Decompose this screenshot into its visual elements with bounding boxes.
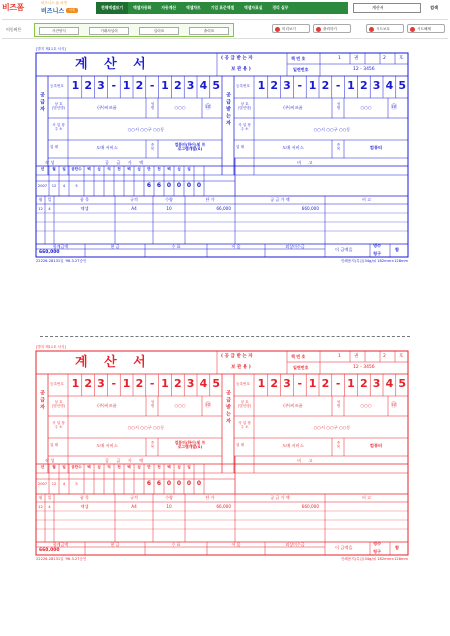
book-vol: 1 <box>338 56 341 61</box>
line-col-header: 품 목 <box>80 495 89 500</box>
name-label: 성 명 <box>150 400 155 409</box>
reg-digit: 1 <box>122 79 131 92</box>
amount-digit: 0 <box>196 182 202 189</box>
seal-icon: ㊞ <box>391 104 398 111</box>
amount-digit: 6 <box>156 480 162 487</box>
totals-col-header: 수 표 <box>171 244 181 249</box>
line-day: 4 <box>48 206 51 211</box>
amount-digit: 6 <box>156 182 162 189</box>
line-col-header: 규격 <box>130 495 138 500</box>
line-col-header: 비 고 <box>362 197 371 202</box>
date-day: 4 <box>62 482 66 486</box>
addr-value: ○○시 ○○구 ○○동 <box>127 425 165 430</box>
reg-digit: 3 <box>97 79 105 92</box>
book-no: 2 <box>383 354 386 359</box>
sheet-button-output[interactable]: 출력표 <box>189 27 229 35</box>
menu-item[interactable]: 기업 표준엑셀 <box>210 5 235 10</box>
reg-digit: 5 <box>398 79 407 92</box>
date-col-header: 월 <box>52 465 56 469</box>
amount-digit: 6 <box>146 480 152 487</box>
bizmarket-logo-sub: 비즈니스 폼 마켓 <box>41 1 67 5</box>
totals-col-header: 합계금액 <box>52 542 69 547</box>
date-col-header: 일 <box>62 167 66 171</box>
date-col-header: 년 <box>40 167 45 171</box>
name-label: 성 명 <box>336 102 341 111</box>
seal-icon: ㊞ <box>205 104 212 111</box>
reg-digit: 2 <box>135 377 144 390</box>
amount-header: 공 급 가 액 <box>105 458 147 463</box>
reg-digit: 2 <box>321 79 330 92</box>
serial-value: 12 - 3456 <box>353 365 375 370</box>
menu-item[interactable]: 엑셀차트 <box>186 5 201 10</box>
total-value: 660,000 <box>39 548 60 553</box>
book-no-unit: 호 <box>399 354 404 359</box>
bizmarket-logo[interactable] <box>41 1 77 15</box>
digit-col-header: 만 <box>147 167 151 171</box>
reg-digit: - <box>297 79 303 92</box>
line-col-header: 규격 <box>130 197 138 202</box>
biztype-label: 업 태 <box>236 145 245 149</box>
reg-digit: 3 <box>372 79 381 92</box>
item-label: 종 목 <box>150 441 155 450</box>
search-input[interactable]: 계산서 <box>353 3 421 13</box>
digit-col-header: 십 <box>137 465 141 469</box>
amount-digit: 0 <box>176 480 182 487</box>
reg-digit: 2 <box>321 377 330 390</box>
line-col-header: 공 급 가 액 <box>270 197 290 202</box>
menu-item[interactable]: 자동계산 <box>161 5 177 10</box>
digit-col-header: 십 <box>177 465 181 469</box>
digit-col-header: 천 <box>117 465 121 469</box>
receipt-suffix: 함 <box>395 247 400 252</box>
book-vol-unit: 권 <box>354 56 359 61</box>
digit-col-header: 천 <box>117 167 121 171</box>
role-keeper: 보 관 용 ) <box>231 365 251 370</box>
sheet-button-template[interactable]: 사전양식 <box>39 27 79 35</box>
line-price: 66,000 <box>216 504 231 509</box>
receipt-prefix: 이 금액을 <box>335 247 353 252</box>
search-button[interactable]: 검색 <box>423 3 445 13</box>
line-item: 엑셀 <box>80 206 89 211</box>
line-spec: A4 <box>131 206 137 211</box>
reg-digit: 1 <box>257 79 266 92</box>
reg-label: 등록번호 <box>236 382 250 386</box>
reg-digit: - <box>297 377 303 390</box>
reg-digit: 3 <box>283 377 291 390</box>
reg-digit: 1 <box>308 377 317 390</box>
digit-col-header: 십 <box>97 465 101 469</box>
reg-digit: - <box>149 79 155 92</box>
receiver-side-label: 공급받는자 <box>225 92 231 127</box>
biztype-value: 도매 서비스 <box>282 443 304 448</box>
toolbar <box>2 19 448 39</box>
footer-paper: 인쇄용지(특급)34g/㎡ 182mm×128mm <box>340 557 408 561</box>
digit-col-header: 백 <box>87 465 91 469</box>
line-price: 66,000 <box>216 206 231 211</box>
sheet-nav-group <box>34 23 234 37</box>
book-vol-unit: 권 <box>354 354 359 359</box>
remark-header: 비 고 <box>297 458 316 463</box>
line-month: 12 <box>38 206 43 211</box>
print-button[interactable] <box>313 24 351 33</box>
invoice-form-red <box>35 346 410 570</box>
totals-col-header: 어 음 <box>231 244 241 249</box>
reg-digit: 1 <box>347 79 355 92</box>
addr-label: 사 업 장 주 소 <box>238 123 251 132</box>
item-label: 종 목 <box>336 441 341 450</box>
biztype-value: 도매 서비스 <box>282 145 304 150</box>
item-value: 컴퓨터(하이)및 프 로그램개발(S) <box>174 142 206 152</box>
date-month: 12 <box>51 184 57 188</box>
line-spec: A4 <box>131 504 137 509</box>
reg-digit: 5 <box>212 79 221 92</box>
line-col-header: 비 고 <box>362 495 371 500</box>
date-col-header: 년 <box>40 465 45 469</box>
reg-digit: 2 <box>173 377 182 390</box>
footer-approval: 22226-28131일 '96.3.27승인 <box>36 259 87 263</box>
company-label: 상 호 (법인명) <box>237 102 252 111</box>
addr-label: 사 업 장 주 소 <box>238 421 251 430</box>
reg-digit: 5 <box>398 377 407 390</box>
reg-digit: 2 <box>359 79 368 92</box>
protect-label: 시트보호 <box>376 27 390 31</box>
reg-digit: 3 <box>97 377 105 390</box>
menu-item[interactable]: 전체엑셀보기 <box>96 2 128 14</box>
totals-col-header: 수 표 <box>171 542 181 547</box>
company-value: (주)비즈폼 <box>283 105 303 110</box>
addr-value: ○○시 ○○구 ○○동 <box>313 127 351 132</box>
date-header: 작 성 <box>45 160 55 165</box>
company-label: 상 호 (법인명) <box>51 102 66 111</box>
supplier-side-label: 공급자 <box>39 390 45 411</box>
reg-digit: 5 <box>212 377 221 390</box>
reg-digit: 1 <box>257 377 266 390</box>
role-supplier: ( 공 급 받 는 자 <box>221 56 253 61</box>
book-no-label: 책 번 호 <box>291 354 306 359</box>
reg-digit: 1 <box>347 377 355 390</box>
receipt-paid: 영수 <box>373 243 382 248</box>
amount-digit: 6 <box>146 182 152 189</box>
reg-digit: - <box>111 79 117 92</box>
name-label: 성 명 <box>150 102 155 111</box>
serial-label: 일련번호 <box>293 365 309 370</box>
name-value: ○○○ <box>174 105 186 110</box>
date-col-header: 공란수 <box>71 465 82 469</box>
reg-label: 등록번호 <box>50 84 64 88</box>
digit-col-header: 일 <box>187 167 191 171</box>
amount-digit: 0 <box>166 182 172 189</box>
addr-label: 사 업 장 주 소 <box>52 421 65 430</box>
reg-digit: 4 <box>385 377 394 390</box>
reg-digit: 1 <box>122 377 131 390</box>
seal-icon: ㊞ <box>391 402 398 409</box>
line-col-header: 품 목 <box>80 197 89 202</box>
receipt-paid: 영수 <box>373 541 382 546</box>
line-qty: 10 <box>166 206 172 211</box>
item-value: 컴퓨터 <box>369 443 383 448</box>
addr-value: ○○시 ○○구 ○○동 <box>313 425 351 430</box>
digit-col-header: 백 <box>167 465 171 469</box>
date-year: 2007 <box>37 184 48 188</box>
date-month: 12 <box>51 482 57 486</box>
reg-digit: 1 <box>161 79 169 92</box>
blank-count: 5 <box>75 184 78 188</box>
invoice-form-blue <box>35 48 410 272</box>
reg-digit: 3 <box>186 79 195 92</box>
digit-col-header: 십 <box>177 167 181 171</box>
reg-digit: 2 <box>84 79 93 92</box>
amount-digit: 0 <box>186 182 192 189</box>
amount-header: 공 급 가 액 <box>105 160 147 165</box>
remark-header: 비 고 <box>297 160 316 165</box>
date-col-header: 월 <box>52 167 56 171</box>
biztype-label: 업 태 <box>236 443 245 447</box>
unprotect-label: 시트해제 <box>417 27 431 31</box>
receipt-claim: 청구 <box>373 251 382 256</box>
reg-digit: 4 <box>385 79 394 92</box>
menu-item[interactable]: 엑셀자동화 <box>133 5 152 10</box>
receipt-prefix: 이 금액을 <box>335 545 353 550</box>
bizmarket-logo-main: 비즈니스 <box>41 8 65 15</box>
name-value: ○○○ <box>360 105 372 110</box>
digit-col-header: 억 <box>107 167 111 171</box>
move-buttons-label: 이동버튼 <box>6 27 22 32</box>
book-vol: 1 <box>338 354 341 359</box>
name-value: ○○○ <box>360 403 372 408</box>
reg-digit: 1 <box>308 79 317 92</box>
form-title: 계 산 서 <box>75 355 152 370</box>
item-value: 컴퓨터(하이)및 프 로그램개발(S) <box>174 440 206 450</box>
reg-digit: 1 <box>161 377 169 390</box>
digit-col-header: 천 <box>157 465 161 469</box>
name-label: 성 명 <box>336 400 341 409</box>
total-value: 660,000 <box>39 250 60 255</box>
biztype-label: 업 태 <box>50 443 59 447</box>
line-col-header: 단 가 <box>205 495 215 500</box>
digit-col-header: 일 <box>187 465 191 469</box>
digit-col-header: 백 <box>87 167 91 171</box>
biztype-value: 도매 서비스 <box>96 145 118 150</box>
site-header <box>0 0 450 17</box>
line-col-header: 월 <box>38 197 43 202</box>
amount-digit: 0 <box>166 480 172 487</box>
line-col-header: 단 가 <box>205 197 215 202</box>
reg-digit: 1 <box>71 377 80 390</box>
supplier-side-label: 공급자 <box>39 92 45 113</box>
footer-approval: 22226-28131일 '96.3.27승인 <box>36 557 87 561</box>
digit-col-header: 백 <box>167 167 171 171</box>
seal-icon: ㊞ <box>205 402 212 409</box>
totals-col-header: 합계금액 <box>52 244 69 249</box>
date-header: 작 성 <box>45 458 55 463</box>
totals-col-header: 현 금 <box>110 244 120 249</box>
digit-col-header: 백 <box>127 167 131 171</box>
receipt-claim: 청구 <box>373 549 382 554</box>
amount-digit: 0 <box>186 480 192 487</box>
role-supplier: ( 공 급 받 는 자 <box>221 354 253 359</box>
digit-col-header: 만 <box>147 465 151 469</box>
reg-digit: 4 <box>199 79 208 92</box>
bizform-logo[interactable]: 비즈폼 <box>2 3 24 12</box>
line-col-header: 공 급 가 액 <box>270 495 290 500</box>
date-col-header: 공란수 <box>71 167 82 171</box>
protect-sheet-button[interactable] <box>366 24 404 33</box>
line-qty: 10 <box>166 504 172 509</box>
print-icon <box>316 27 321 32</box>
reg-digit: 2 <box>359 377 368 390</box>
company-value: (주)비즈폼 <box>283 403 303 408</box>
main-menu <box>96 2 348 14</box>
company-value: (주)비즈폼 <box>97 105 117 110</box>
reg-digit: 2 <box>173 79 182 92</box>
serial-value: 12 - 3456 <box>353 67 375 72</box>
reg-digit: 2 <box>270 377 279 390</box>
line-amount: 660,000 <box>301 206 319 211</box>
line-month: 12 <box>38 504 43 509</box>
digit-col-header: 십 <box>137 167 141 171</box>
totals-col-header: 외상미수금 <box>285 542 305 547</box>
menu-item[interactable]: 엑셀자료실 <box>244 5 263 10</box>
line-day: 4 <box>48 504 51 509</box>
reg-digit: 3 <box>283 79 291 92</box>
totals-col-header: 외상미수금 <box>285 244 305 249</box>
book-no-unit: 호 <box>399 56 404 61</box>
biztype-label: 업 태 <box>50 145 59 149</box>
reg-digit: - <box>335 377 341 390</box>
reg-digit: 1 <box>71 79 80 92</box>
company-label: 상 호 (법인명) <box>51 400 66 409</box>
reg-digit: 2 <box>84 377 93 390</box>
footer-paper: 인쇄용지(특급)34g/㎡ 182mm×128mm <box>340 259 408 263</box>
reg-digit: 3 <box>186 377 195 390</box>
totals-col-header: 어 음 <box>231 542 241 547</box>
sheet-button-customer[interactable]: 거래처입력 <box>89 27 129 35</box>
totals-col-header: 현 금 <box>110 542 120 547</box>
digit-col-header: 십 <box>97 167 101 171</box>
item-label: 종 목 <box>150 143 155 152</box>
reg-digit: 2 <box>270 79 279 92</box>
date-col-header: 일 <box>62 465 66 469</box>
line-amount: 660,000 <box>301 504 319 509</box>
form-number: [별지 제11호 서식] <box>36 345 66 349</box>
lock-icon <box>369 27 374 32</box>
date-day: 4 <box>62 184 66 188</box>
line-col-header: 일 <box>47 197 52 202</box>
date-year: 2007 <box>37 482 48 486</box>
bizmarket-logo-badge: 마켓 <box>66 8 78 13</box>
name-value: ○○○ <box>174 403 186 408</box>
addr-value: ○○시 ○○구 ○○동 <box>127 127 165 132</box>
company-value: (주)비즈폼 <box>97 403 117 408</box>
serial-label: 일련번호 <box>293 67 309 72</box>
reg-digit: - <box>149 377 155 390</box>
preview-label: 미리보기 <box>282 27 296 31</box>
digit-col-header: 천 <box>157 167 161 171</box>
reg-label: 등록번호 <box>236 84 250 88</box>
item-label: 종 목 <box>336 143 341 152</box>
receiver-side-label: 공급받는자 <box>225 390 231 425</box>
preview-icon <box>275 27 280 32</box>
unprotect-sheet-button[interactable] <box>407 24 445 33</box>
line-col-header: 수량 <box>165 495 173 500</box>
addr-label: 사 업 장 주 소 <box>52 123 65 132</box>
role-keeper: 보 관 용 ) <box>231 67 251 72</box>
unlock-icon <box>410 27 415 32</box>
line-col-header: 월 <box>38 495 43 500</box>
form-number: [별지 제11호 서식] <box>36 47 66 51</box>
book-no-label: 책 번 호 <box>291 56 306 61</box>
form-title: 계 산 서 <box>75 57 152 72</box>
amount-digit: 0 <box>196 480 202 487</box>
digit-col-header: 백 <box>127 465 131 469</box>
blank-count: 5 <box>75 482 78 486</box>
print-label: 출력하기 <box>323 27 337 31</box>
cut-line <box>40 336 410 337</box>
line-item: 엑셀 <box>80 504 89 509</box>
reg-digit: - <box>111 377 117 390</box>
reg-digit: 2 <box>135 79 144 92</box>
sheet-button-input[interactable]: 입력표 <box>139 27 179 35</box>
menu-item[interactable]: 경리 실무 <box>272 5 289 10</box>
receipt-suffix: 함 <box>395 545 400 550</box>
biztype-value: 도매 서비스 <box>96 443 118 448</box>
book-no: 2 <box>383 56 386 61</box>
reg-digit: - <box>335 79 341 92</box>
digit-col-header: 억 <box>107 465 111 469</box>
reg-label: 등록번호 <box>50 382 64 386</box>
amount-digit: 0 <box>176 182 182 189</box>
reg-digit: 4 <box>199 377 208 390</box>
line-col-header: 일 <box>47 495 52 500</box>
item-value: 컴퓨터 <box>369 145 383 150</box>
reg-digit: 3 <box>372 377 381 390</box>
line-col-header: 수량 <box>165 197 173 202</box>
preview-button[interactable] <box>272 24 310 33</box>
company-label: 상 호 (법인명) <box>237 400 252 409</box>
